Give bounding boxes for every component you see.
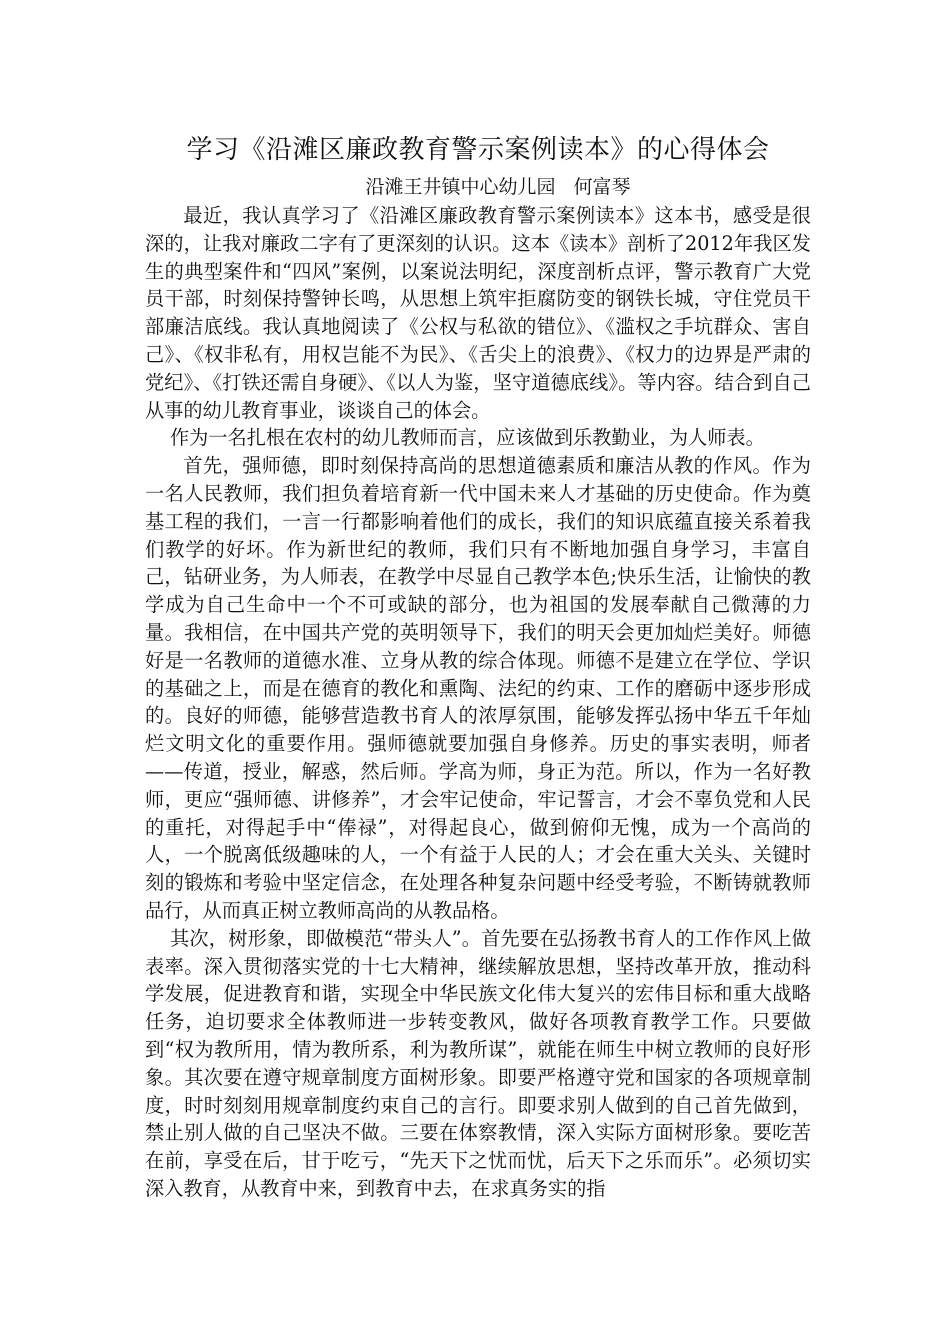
paragraph-intro: 最近，我认真学习了《沿滩区廉政教育警示案例读本》这本书，感受是很深的，让我对廉政二字有了更深刻的认识。这本《读本》剖析了2012年我区发生的典型案件和“四风”案例，以案说法明纪，深度剖析点评，警示教育广大党员干部，时刻保持警钟长鸣，从思想上筑牢拒腐防变的钢铁长城，守住党员干部廉洁底线。我认真地阅读了《公权与私欲的错位》、《滥权之手坑群众、害自己》、《权非私有，用权岂能不为民》、《舌尖上的浪费》、《权力的边界是严肃的党纪》、《打铁还需自身硬》、《以人为鉴，坚守道德底线》。等内容。结合到自己从事的幼儿教育事业，谈谈自己的体会。: [145, 204, 811, 422]
document-body: [145, 202, 811, 1203]
document-content: [145, 128, 811, 1203]
paragraph-first-point: 首先，强师德，即时刻保持高尚的思想道德素质和廉洁从教的作风。作为一名人民教师，我们担负着培育新一代中国未来人才基础的历史使命。作为奠基工程的我们，一言一行都影响着他们的成长，我们的知识底蕴直接关系着我们教学的好坏。作为新世纪的教师，我们只有不断地加强自身学习，丰富自己，钻研业务，为人师表，在教学中尽显自己教学本色;快乐生活，让愉快的教学成为自己生命中一个不可或缺的部分，也为祖国的发展奉献自己微薄的力量。我相信，在中国共产党的英明领导下，我们的明天会更加灿烂美好。师德好是一名教师的道德水准、立身从教的综合体现。师德不是建立在学位、学识的基础之上，而是在德育的教化和熏陶、法纪的约束、工作的磨砺中逐步形成的。良好的师德，能够营造教书育人的浓厚氛围，能够发挥弘扬中华五千年灿烂文明文化的重要作用。强师德就要加强自身修养。历史的事实表明，师者——传道，授业，解惑，然后师。学高为师，身正为范。所以，作为一名好教师，更应“强师德、讲修养”，才会牢记使命，牢记誓言，才会不辜负党和人民的重托，对得起手中“俸禄”，对得起良心，做到俯仰无愧，成为一个高尚的人，一个脱离低级趣味的人，一个有益于人民的人；才会在重大关头、关键时刻的锻炼和考验中坚定信念，在处理各种复杂问题中经受考验，不断铸就教师品行，从而真正树立教师高尚的从教品格。: [145, 454, 811, 922]
document-title: 学习《沿滩区廉政教育警示案例读本》的心得体会: [186, 135, 770, 165]
document-author: 沿滩王井镇中心幼儿园 何富琴: [365, 176, 631, 198]
paragraph-summary: 作为一名扎根在农村的幼儿教师而言，应该做到乐教勤业，为人师表。: [169, 426, 765, 450]
paragraph-second-point: 其次，树形象，即做模范“带头人”。首先要在弘扬教书育人的工作作风上做表率。深入贯彻落实党的十七大精神，继续解放思想，坚持改革开放，推动科学发展，促进教育和谐，实现全中华民族文化伟大复兴的宏伟目标和重大战略任务，迫切要求全体教师进一步转变教风，做好各项教育教学工作。只要做到“权为教所用，情为教所系，利为教所谋”，就能在师生中树立教师的良好形象。其次要在遵守规章制度方面树形象。即要严格遵守党和国家的各项规章制度，时时刻刻用规章制度约束自己的言行。即要求别人做到的自己首先做到，禁止别人做的自己坚决不做。三要在体察教情，深入实际方面树形象。要吃苦在前，享受在后，甘于吃亏，“先天下之忧而忧，后天下之乐而乐”。必须切实深入教育，从教育中来，到教育中去，在求真务实的指: [145, 926, 811, 1200]
